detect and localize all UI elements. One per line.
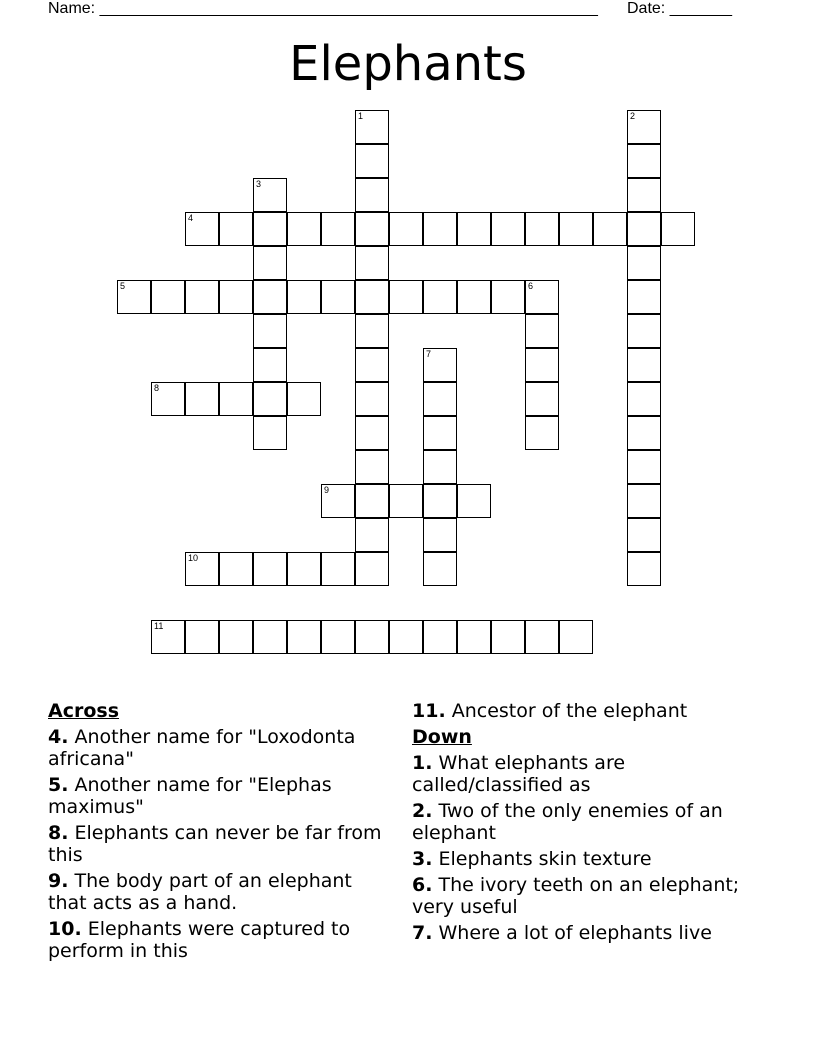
date-field-label: Date: _______ — [627, 0, 732, 17]
crossword-cell[interactable] — [627, 246, 661, 280]
crossword-cell[interactable] — [525, 348, 559, 382]
clue-number: 6. — [412, 874, 433, 896]
crossword-cell[interactable] — [525, 314, 559, 348]
crossword-cell[interactable] — [321, 212, 355, 246]
crossword-cell[interactable] — [423, 416, 457, 450]
crossword-cell[interactable] — [219, 382, 253, 416]
crossword-cell[interactable] — [423, 552, 457, 586]
crossword-cell[interactable] — [185, 552, 219, 586]
crossword-cell[interactable] — [253, 552, 287, 586]
clue-number: 4. — [48, 726, 69, 748]
crossword-cell[interactable] — [287, 382, 321, 416]
crossword-cell[interactable] — [287, 620, 321, 654]
cell-number: 9 — [324, 485, 330, 495]
crossword-cell[interactable] — [627, 518, 661, 552]
crossword-cell[interactable] — [219, 212, 253, 246]
crossword-cell[interactable] — [219, 620, 253, 654]
clue-across-9 — [48, 870, 383, 914]
crossword-cell[interactable] — [287, 552, 321, 586]
crossword-cell[interactable] — [355, 348, 389, 382]
crossword-cell[interactable] — [219, 552, 253, 586]
crossword-cell[interactable] — [627, 450, 661, 484]
crossword-cell[interactable] — [457, 280, 491, 314]
page-title: Elephants — [289, 36, 527, 92]
crossword-cell[interactable] — [321, 620, 355, 654]
crossword-cell[interactable] — [627, 382, 661, 416]
clue-text: What elephants are called/classified as — [412, 752, 626, 796]
clue-number: 10. — [48, 918, 82, 940]
crossword-cell[interactable] — [457, 212, 491, 246]
clues-column-right — [412, 700, 762, 948]
crossword-cell[interactable] — [355, 450, 389, 484]
crossword-cell[interactable] — [525, 280, 559, 314]
clue-number: 7. — [412, 922, 433, 944]
crossword-cell[interactable] — [321, 552, 355, 586]
crossword-cell[interactable] — [355, 280, 389, 314]
crossword-cell[interactable] — [389, 620, 423, 654]
clue-down-6 — [412, 874, 762, 918]
clue-across-5 — [48, 774, 383, 818]
cell-number: 7 — [426, 349, 432, 359]
clue-down-1 — [412, 752, 762, 796]
clue-text: Elephants skin texture — [438, 848, 652, 870]
crossword-cell[interactable] — [253, 314, 287, 348]
crossword-cell[interactable] — [389, 484, 423, 518]
clue-across-11 — [412, 700, 762, 722]
crossword-cell[interactable] — [525, 620, 559, 654]
cell-number: 3 — [256, 179, 262, 189]
cell-number: 4 — [188, 213, 194, 223]
crossword-cell[interactable] — [355, 620, 389, 654]
crossword-cell[interactable] — [355, 144, 389, 178]
clue-text: Another name for "Elephas maximus" — [48, 774, 332, 818]
clue-down-3 — [412, 848, 762, 870]
crossword-cell[interactable] — [423, 382, 457, 416]
clue-text: Two of the only enemies of an elephant — [412, 800, 723, 844]
clue-across-8 — [48, 822, 383, 866]
crossword-cell[interactable] — [525, 382, 559, 416]
crossword-cell[interactable] — [253, 620, 287, 654]
cell-number: 1 — [358, 111, 364, 121]
cell-number: 5 — [120, 281, 126, 291]
crossword-cell[interactable] — [253, 178, 287, 212]
clue-text: The ivory teeth on an elephant; very useful — [412, 874, 740, 918]
crossword-cell[interactable] — [559, 212, 593, 246]
clue-number: 5. — [48, 774, 69, 796]
crossword-cell[interactable] — [355, 212, 389, 246]
crossword-cell[interactable] — [525, 416, 559, 450]
crossword-cell[interactable] — [185, 212, 219, 246]
crossword-cell[interactable] — [321, 280, 355, 314]
crossword-cell[interactable] — [627, 314, 661, 348]
crossword-cell[interactable] — [389, 280, 423, 314]
crossword-cell[interactable] — [253, 246, 287, 280]
crossword-cell[interactable] — [185, 280, 219, 314]
clue-number: 8. — [48, 822, 69, 844]
clue-down-2 — [412, 800, 762, 844]
crossword-cell[interactable] — [423, 518, 457, 552]
crossword-cell[interactable] — [491, 280, 525, 314]
crossword-cell[interactable] — [117, 280, 151, 314]
across-heading: Across — [48, 700, 120, 722]
crossword-cell[interactable] — [423, 212, 457, 246]
crossword-cell[interactable] — [253, 280, 287, 314]
clue-number: 11. — [412, 700, 446, 722]
crossword-cell[interactable] — [355, 416, 389, 450]
crossword-cell[interactable] — [185, 620, 219, 654]
crossword-cell[interactable] — [355, 518, 389, 552]
clue-text: Where a lot of elephants live — [438, 922, 712, 944]
crossword-cell[interactable] — [627, 484, 661, 518]
crossword-cell[interactable] — [151, 620, 185, 654]
clue-down-7 — [412, 922, 762, 944]
crossword-cell[interactable] — [627, 144, 661, 178]
clue-text: Ancestor of the elephant — [451, 700, 688, 722]
crossword-cell[interactable] — [321, 484, 355, 518]
crossword-cell[interactable] — [253, 382, 287, 416]
crossword-cell[interactable] — [627, 178, 661, 212]
clue-number: 1. — [412, 752, 433, 774]
crossword-cell[interactable] — [355, 246, 389, 280]
crossword-cell[interactable] — [423, 484, 457, 518]
crossword-cell[interactable] — [355, 484, 389, 518]
crossword-cell[interactable] — [389, 212, 423, 246]
crossword-cell[interactable] — [253, 348, 287, 382]
crossword-cell[interactable] — [627, 110, 661, 144]
crossword-cell[interactable] — [151, 382, 185, 416]
crossword-cell[interactable] — [627, 416, 661, 450]
crossword-cell[interactable] — [627, 552, 661, 586]
clue-text: Elephants were captured to perform in this — [48, 918, 351, 962]
down-heading: Down — [412, 726, 472, 748]
clue-across-10 — [48, 918, 383, 962]
crossword-cell[interactable] — [593, 212, 627, 246]
crossword-cell[interactable] — [627, 280, 661, 314]
clue-text: The body part of an elephant that acts as a hand. — [48, 870, 352, 914]
cell-number: 10 — [188, 553, 199, 563]
clue-text: Elephants can never be far from this — [48, 822, 382, 866]
clue-number: 3. — [412, 848, 433, 870]
crossword-cell[interactable] — [287, 212, 321, 246]
clue-text: Another name for "Loxodonta africana" — [48, 726, 356, 770]
crossword-cell[interactable] — [355, 382, 389, 416]
cell-number: 11 — [154, 621, 164, 631]
crossword-cell[interactable] — [491, 620, 525, 654]
crossword-cell[interactable] — [151, 280, 185, 314]
crossword-cell[interactable] — [423, 450, 457, 484]
crossword-cell[interactable] — [423, 280, 457, 314]
cell-number: 6 — [528, 281, 534, 291]
clue-across-4 — [48, 726, 383, 770]
crossword-cell[interactable] — [627, 212, 661, 246]
crossword-cell[interactable] — [185, 382, 219, 416]
crossword-cell[interactable] — [219, 280, 253, 314]
crossword-cell[interactable] — [627, 348, 661, 382]
crossword-cell[interactable] — [423, 620, 457, 654]
clue-number: 9. — [48, 870, 69, 892]
crossword-cell[interactable] — [457, 484, 491, 518]
crossword-cell[interactable] — [355, 552, 389, 586]
crossword-cell[interactable] — [525, 212, 559, 246]
crossword-cell[interactable] — [423, 348, 457, 382]
crossword-cell[interactable] — [457, 620, 491, 654]
crossword-cell[interactable] — [253, 416, 287, 450]
crossword-cell[interactable] — [355, 314, 389, 348]
crossword-cell[interactable] — [355, 178, 389, 212]
crossword-cell[interactable] — [355, 110, 389, 144]
crossword-cell[interactable] — [287, 280, 321, 314]
crossword-cell[interactable] — [559, 620, 593, 654]
cell-number: 2 — [630, 111, 636, 121]
crossword-cell[interactable] — [661, 212, 695, 246]
name-field-label: Name: ________________________________________________________ — [48, 0, 598, 17]
cell-number: 8 — [154, 383, 160, 393]
crossword-cell[interactable] — [491, 212, 525, 246]
clues-column-left — [48, 700, 383, 966]
crossword-cell[interactable] — [253, 212, 287, 246]
clue-number: 2. — [412, 800, 433, 822]
